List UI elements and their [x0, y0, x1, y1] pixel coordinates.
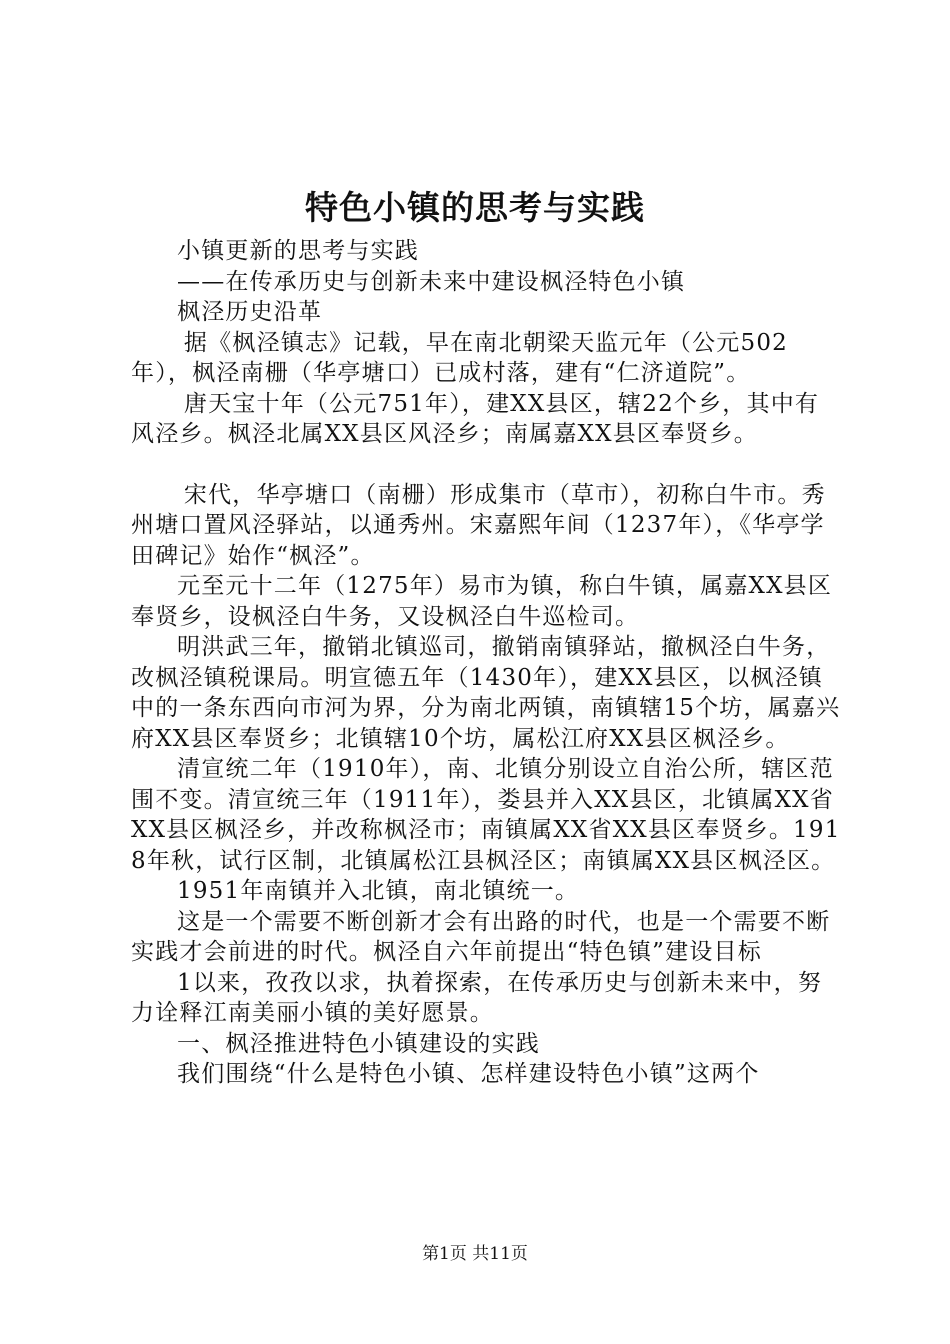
paragraph-history-3: 宋代，华亭塘口（南栅）形成集市（草市），初称白牛市。秀州塘口置风泾驿站，以通秀州。宋嘉熙年间（1237年），《华亭学田碑记》始作“枫泾”。 — [131, 481, 826, 569]
paragraph-history-1: 据《枫泾镇志》记载，早在南北朝梁天监元年（公元502年），枫泾南栅（华亭塘口）已成村落，建有“仁济道院”。 — [131, 329, 788, 386]
paragraph-subheading: ——在传承历史与创新未来中建设枫泾特色小镇 — [177, 268, 686, 295]
paragraph-history-7: 1951年南镇并入北镇，南北镇统一。 — [177, 878, 580, 904]
paragraph-history-4: 元至元十二年（1275年）易市为镇，称白牛镇，属嘉XX县区奉贤乡，设枫泾白牛务，又设枫泾白牛巡检司。 — [131, 573, 833, 630]
paragraph-section-one-heading: 一、枫泾推进特色小镇建设的实践 — [177, 1030, 540, 1057]
paragraph-history-5: 明洪武三年，撤销北镇巡司，撤销南镇驿站，撤枫泾白牛务，改枫泾镇税课局。明宣德五年（1430年），建XX县区，以枫泾镇中的一条东西向市河为界，分为南北两镇，南镇辖15个坊，属嘉兴府XX县区奉贤乡；北镇辖10个坊，属松江府XX县区枫泾乡。 — [131, 634, 841, 752]
page-number-footer: 第1页 共11页 — [422, 1244, 528, 1264]
paragraph-section-one-body: 我们围绕“什么是特色小镇、怎样建设特色小镇”这两个 — [177, 1061, 760, 1087]
document-title: 特色小镇的思考与实践 — [305, 188, 645, 227]
paragraph-spacer — [131, 450, 843, 480]
document-body — [131, 236, 843, 1090]
paragraph-intro-1: 这是一个需要不断创新才会有出路的时代，也是一个需要不断实践才会前进的时代。枫泾自六年前提出“特色镇”建设目标 — [131, 908, 831, 965]
paragraph-history-2: 唐天宝十年（公元751年），建XX县区，辖22个乡，其中有风泾乡。枫泾北属XX县区风泾乡；南属嘉XX县区奉贤乡。 — [131, 390, 820, 447]
paragraph-section-heading: 枫泾历史沿革 — [177, 299, 323, 325]
paragraph-subtitle: 小镇更新的思考与实践 — [177, 238, 419, 264]
paragraph-history-6: 清宣统二年（1910年），南、北镇分别设立自治公所，辖区范围不变。清宣统三年（1911年），娄县并入XX县区，北镇属XX省XX县区枫泾乡，并改称枫泾市；南镇属XX省XX县区奉贤乡。1918年秋，试行区制，北镇属松江县枫泾区；南镇属XX县区枫泾区。 — [131, 756, 841, 874]
paragraph-intro-2: 1以来，孜孜以求，执着探索，在传承历史与创新未来中，努力诠释江南美丽小镇的美好愿景。 — [131, 969, 823, 1026]
